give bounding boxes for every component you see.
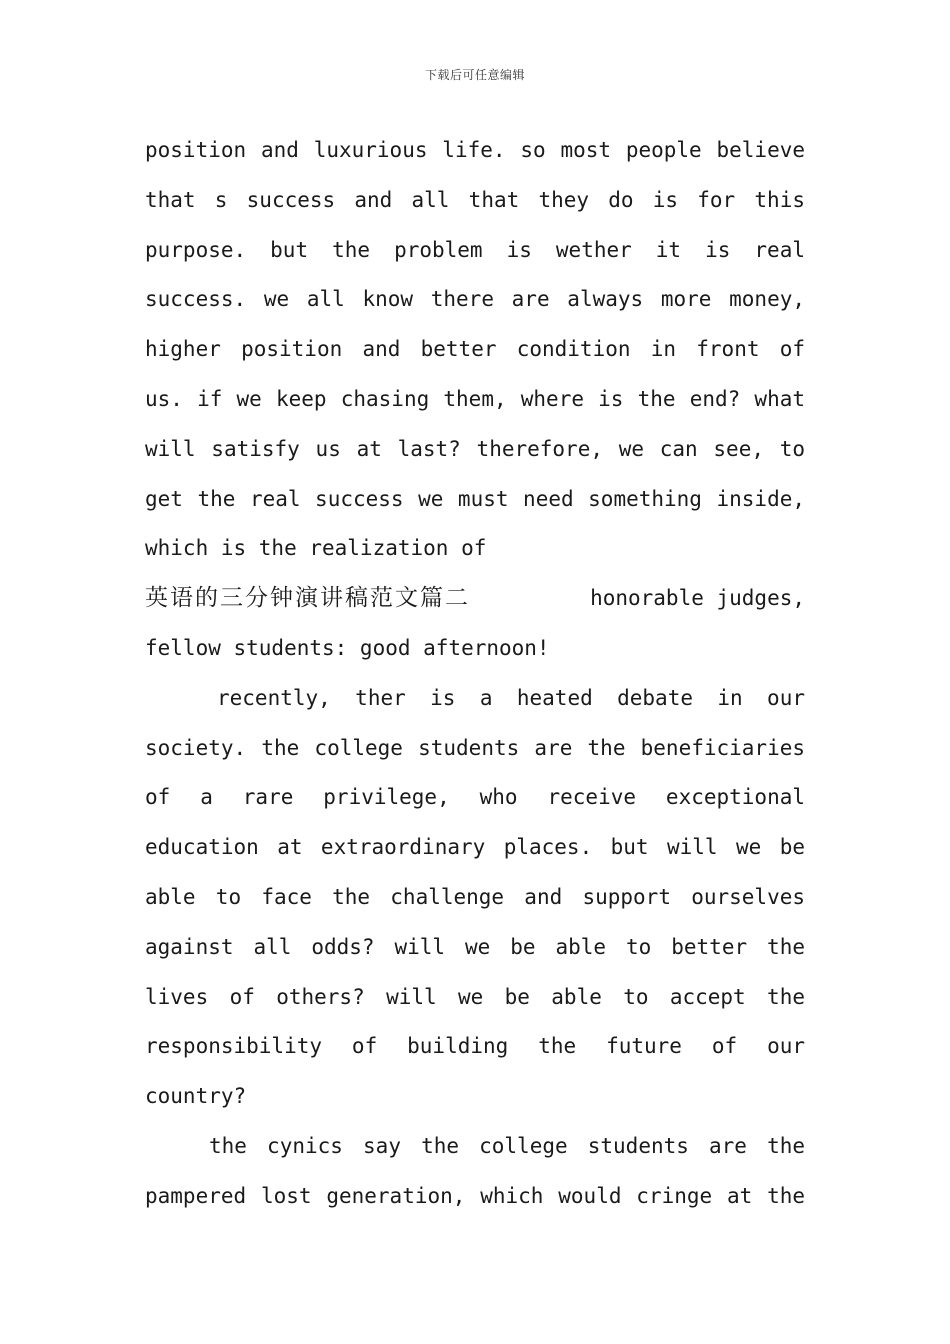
text-line: recently, ther is a heated debate in our <box>217 685 805 710</box>
paragraph-3 <box>145 1122 805 1222</box>
page-header-note: 下载后可任意编辑 <box>424 68 525 82</box>
section-2-heading <box>145 574 805 674</box>
greeting-start: honorable judges, <box>590 586 805 611</box>
text-line: society. the college students are the beneficiaries <box>145 735 805 760</box>
text-line: us. if we keep chasing them, where is the end? what <box>145 386 805 411</box>
document-body <box>145 126 805 1222</box>
text-line: pampered lost generation, which would cringe at the <box>145 1183 805 1208</box>
text-line: lives of others? will we be able to accept the <box>145 984 805 1009</box>
greeting-end: fellow students: good afternoon! <box>145 635 550 660</box>
text-line: position and luxurious life. so most people believe <box>145 138 805 162</box>
text-line: will satisfy us at last? therefore, we can see, to <box>145 436 805 461</box>
text-line: against all odds? will we be able to better the <box>145 934 805 959</box>
paragraph-2 <box>145 674 805 1122</box>
text-line: able to face the challenge and support ourselves <box>145 884 805 909</box>
text-line: country? <box>145 1084 247 1109</box>
heading-line <box>145 574 805 624</box>
text-line: the cynics say the college students are the <box>209 1133 805 1158</box>
text-line: education at extraordinary places. but will we be <box>145 835 805 860</box>
text-line: which is the realization of <box>145 536 487 561</box>
text-line: success. we all know there are always more money, <box>145 287 805 312</box>
section-title: 英语的三分钟演讲稿范文篇二 <box>145 585 470 612</box>
paragraph-1 <box>145 126 805 574</box>
text-line: purpose. but the problem is wether it is real <box>145 237 805 262</box>
text-line: of a rare privilege, who receive exceptional <box>145 785 805 810</box>
text-line: higher position and better condition in front of <box>145 337 805 362</box>
text-line: that s success and all that they do is for this <box>145 187 805 212</box>
text-line: responsibility of building the future of our <box>145 1034 805 1059</box>
text-line: get the real success we must need something inside, <box>145 486 805 511</box>
